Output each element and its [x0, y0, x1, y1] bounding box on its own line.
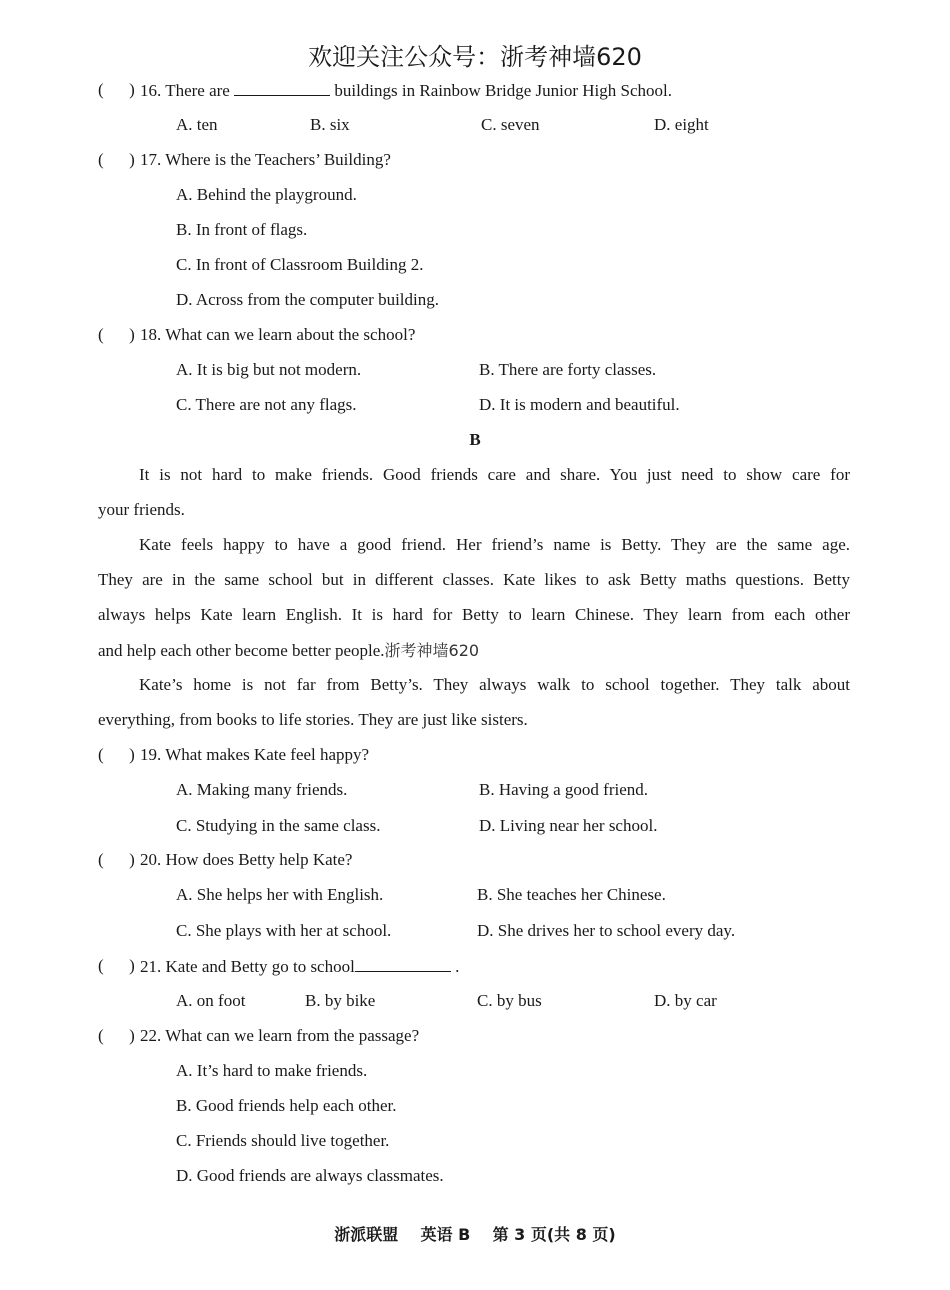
- option-c[interactable]: C. Friends should live together.: [176, 1131, 390, 1150]
- inline-watermark: 浙考神墙620: [384, 641, 480, 660]
- option-a[interactable]: A. It’s hard to make friends.: [176, 1061, 368, 1080]
- answer-paren[interactable]: ( ): [98, 150, 135, 169]
- question-stem: 17. Where is the Teachers’ Building?: [140, 150, 391, 169]
- option-c[interactable]: C. She plays with her at school.: [176, 921, 392, 940]
- option-d[interactable]: D. by car: [654, 991, 717, 1010]
- answer-paren[interactable]: ( ): [98, 325, 135, 344]
- option-c[interactable]: C. by bus: [477, 991, 542, 1010]
- fill-blank[interactable]: [234, 79, 330, 96]
- option-b[interactable]: B. Good friends help each other.: [176, 1096, 397, 1115]
- answer-paren[interactable]: ( ): [98, 745, 135, 764]
- paragraph-line: It is not hard to make friends. Good friends care and share. You just need to show care for: [139, 465, 850, 484]
- question-stem: 16. There are buildings in Rainbow Bridge Junior High School.: [140, 81, 672, 100]
- option-d[interactable]: D. Good friends are always classmates.: [176, 1166, 444, 1185]
- option-d[interactable]: D. It is modern and beautiful.: [479, 395, 680, 414]
- section-heading-b: B: [469, 430, 481, 449]
- option-b[interactable]: B. She teaches her Chinese.: [477, 885, 666, 904]
- question-stem: 19. What makes Kate feel happy?: [140, 745, 370, 764]
- option-a[interactable]: A. ten: [176, 115, 218, 134]
- answer-paren[interactable]: ( ): [98, 956, 135, 975]
- paragraph-line: and help each other become better people.浙考神墙620: [98, 641, 480, 660]
- option-c[interactable]: C. There are not any flags.: [176, 395, 357, 414]
- question-stem: 21. Kate and Betty go to school .: [140, 957, 460, 976]
- question-stem: 22. What can we learn from the passage?: [140, 1026, 420, 1045]
- answer-paren[interactable]: ( ): [98, 850, 135, 869]
- option-b[interactable]: B. There are forty classes.: [479, 360, 657, 379]
- option-b[interactable]: B. by bike: [305, 991, 376, 1010]
- paragraph-line: everything, from books to life stories. They are just like sisters.: [98, 710, 528, 729]
- option-d[interactable]: D. She drives her to school every day.: [477, 921, 736, 940]
- option-d[interactable]: D. Across from the computer building.: [176, 290, 439, 309]
- option-a[interactable]: A. Behind the playground.: [176, 185, 357, 204]
- option-b[interactable]: B. In front of flags.: [176, 220, 308, 239]
- option-a[interactable]: A. on foot: [176, 991, 246, 1010]
- option-c[interactable]: C. In front of Classroom Building 2.: [176, 255, 424, 274]
- option-b[interactable]: B. six: [310, 115, 350, 134]
- paragraph-line: your friends.: [98, 500, 185, 519]
- option-a[interactable]: A. Making many friends.: [176, 780, 348, 799]
- option-c[interactable]: C. seven: [481, 115, 540, 134]
- paragraph-line: always helps Kate learn English. It is hard for Betty to learn Chinese. They learn from each other: [98, 605, 850, 624]
- answer-paren[interactable]: ( ): [98, 1026, 135, 1045]
- option-a[interactable]: A. It is big but not modern.: [176, 360, 362, 379]
- fill-blank[interactable]: [355, 955, 451, 972]
- option-d[interactable]: D. eight: [654, 115, 709, 134]
- paragraph-line: They are in the same school but in different classes. Kate likes to ask Betty maths questions. Betty: [98, 570, 850, 589]
- option-c[interactable]: C. Studying in the same class.: [176, 816, 381, 835]
- paragraph-line: Kate feels happy to have a good friend. Her friend’s name is Betty. They are the same age.: [139, 535, 850, 554]
- question-stem: 20. How does Betty help Kate?: [140, 850, 353, 869]
- answer-paren[interactable]: ( ): [98, 80, 135, 99]
- option-d[interactable]: D. Living near her school.: [479, 816, 658, 835]
- page-footer: 浙派联盟 英语 B 第 3 页(共 8 页): [334, 1225, 616, 1244]
- question-stem: 18. What can we learn about the school?: [140, 325, 416, 344]
- paragraph-line: Kate’s home is not far from Betty’s. They always walk to school together. They talk about: [139, 675, 850, 694]
- page-header-watermark: 欢迎关注公众号：浙考神墙620: [308, 43, 642, 71]
- option-a[interactable]: A. She helps her with English.: [176, 885, 384, 904]
- option-b[interactable]: B. Having a good friend.: [479, 780, 649, 799]
